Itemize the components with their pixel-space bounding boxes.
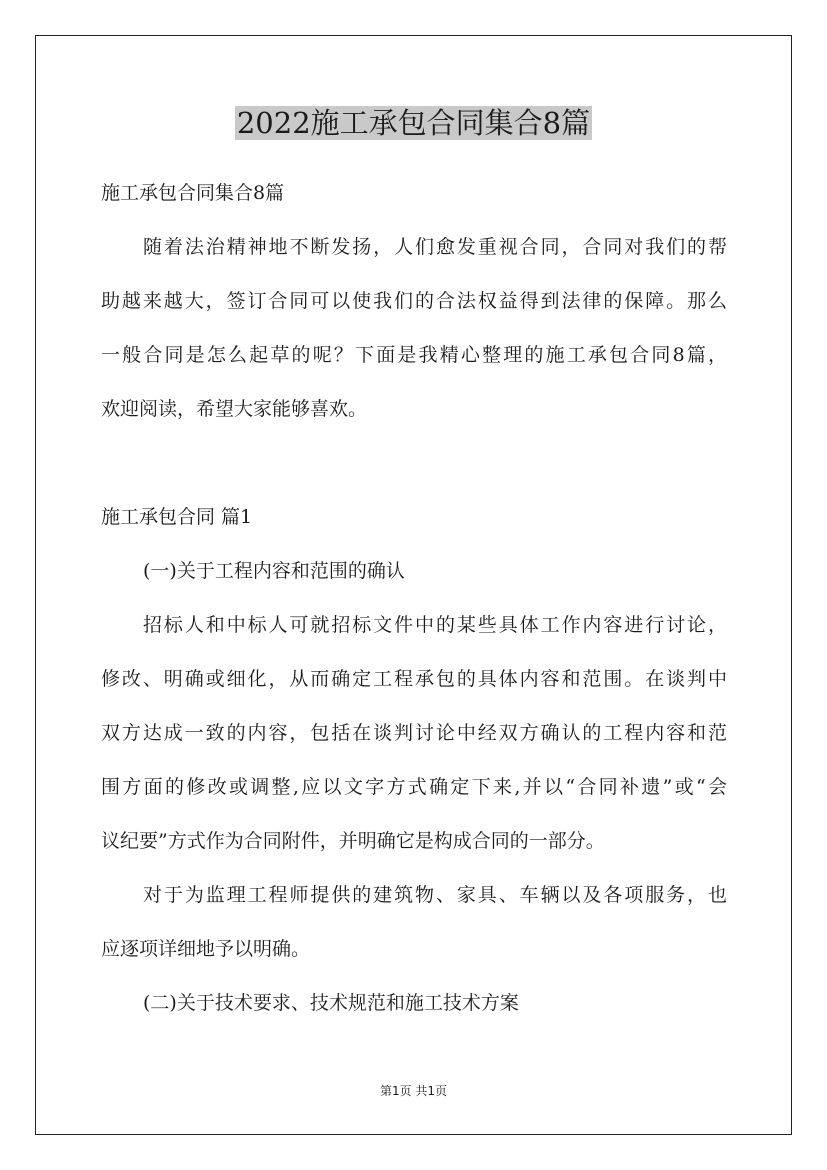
para1-line-5: 议纪要”方式作为合同附件，并明确它是构成合同的一部分。 (101, 830, 605, 852)
para1-line-2: 修改、明确或细化，从而确定工程承包的具体内容和范围。在谈判中 (101, 668, 727, 690)
para2-line-1: 对于为监理工程师提供的建筑物、家具、车辆以及各项服务，也 (143, 884, 727, 906)
para1-line-3: 双方达成一致的内容，包括在谈判讨论中经双方确认的工程内容和范 (101, 722, 727, 744)
para2-line-2: 应逐项详细地予以明确。 (101, 938, 311, 960)
intro-line-3: 一般合同是怎么起草的呢？下面是我精心整理的施工承包合同8篇， (101, 344, 727, 366)
para1-line-1: 招标人和中标人可就招标文件中的某些具体工作内容进行讨论， (143, 614, 727, 636)
intro-line-4: 欢迎阅读，希望大家能够喜欢。 (101, 398, 368, 420)
item-heading-1: (一)关于工程内容和范围的确认 (143, 560, 405, 582)
document-title-text: 2022施工承包合同集合8篇 (236, 106, 591, 140)
intro-line-2: 助越来越大，签订合同可以使我们的合法权益得到法律的保障。那么 (101, 290, 727, 312)
item-heading-2: (二)关于技术要求、技术规范和施工技术方案 (143, 992, 519, 1014)
page-footer: 第1页 共1页 (379, 1084, 448, 1098)
para1-line-4: 围方面的修改或调整,应以文字方式确定下来,并以“合同补遗”或“会 (101, 776, 727, 798)
section-heading-1: 施工承包合同 篇1 (101, 506, 253, 528)
document-title (0, 101, 827, 145)
document-subtitle: 施工承包合同集合8篇 (101, 182, 285, 204)
intro-line-1: 随着法治精神地不断发扬，人们愈发重视合同，合同对我们的帮 (143, 236, 727, 258)
